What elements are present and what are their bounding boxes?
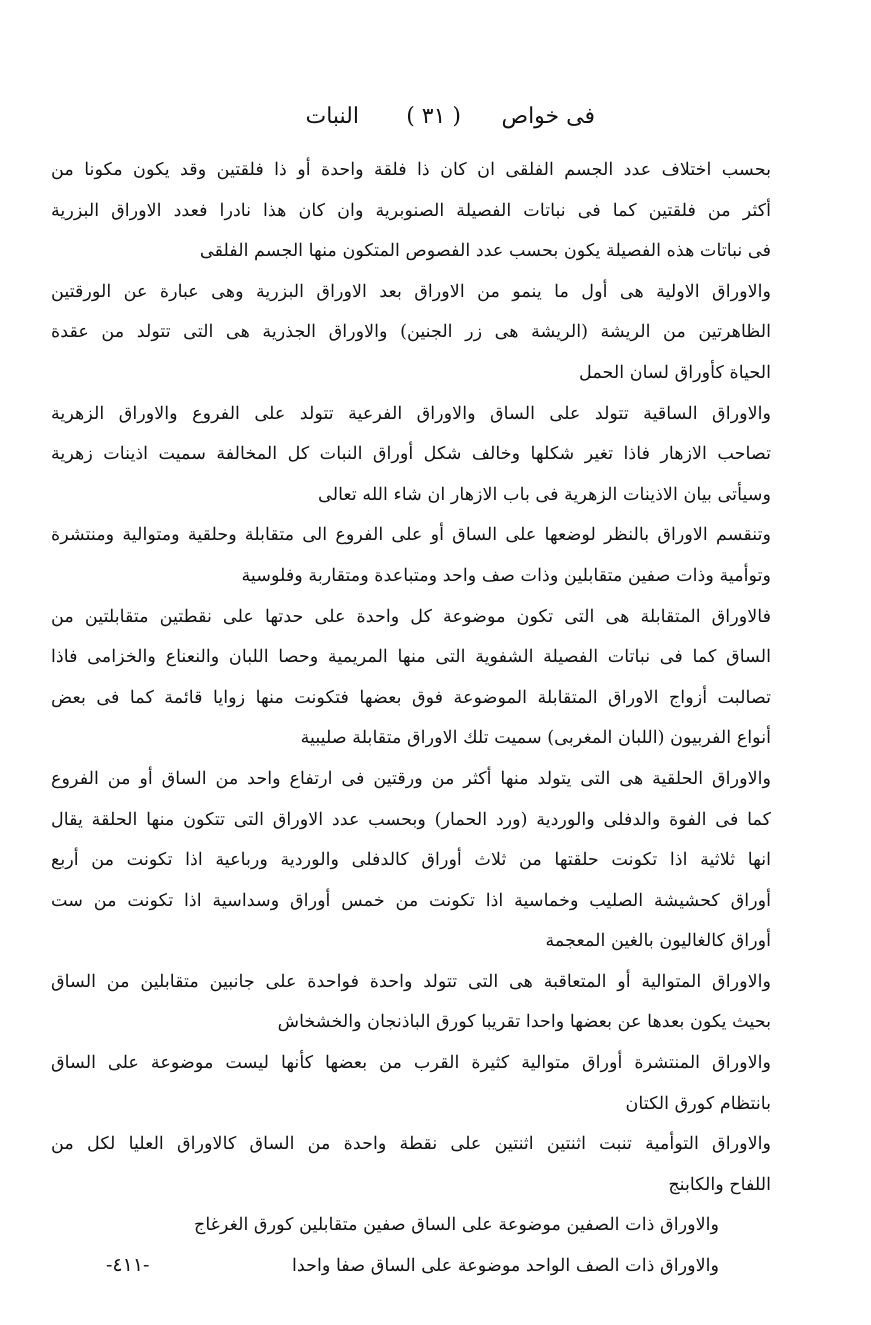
- text-line: أكثر من فلقتين كما فى نباتات الفصيلة الصنوبرية وان كان هذا نادرا فعدد الاوراق البزرية: [51, 200, 771, 221]
- text-line: والاوراق المنتشرة أوراق متوالية كثيرة القرب من بعضها كأنها ليست موضوعة على الساق: [51, 1053, 771, 1074]
- text-line: اللفاح والكابنج: [668, 1174, 771, 1195]
- text-line: أنواع الفربيون (اللبان المغربى) سميت تلك الاوراق متقابلة صليبية: [300, 728, 771, 749]
- running-header: [0, 104, 871, 138]
- text-line: أوراق كالغاليون بالغين المعجمة: [545, 931, 771, 952]
- text-line: والاوراق الاولية هى أول ما ينمو من الاوراق بعد الاوراق البزرية وهى عبارة عن الورقتين: [51, 281, 771, 302]
- text-line: والاوراق ذات الصف الواحد موضوعة على الساق صفا واحدا: [291, 1256, 719, 1277]
- text-line: وتوأمية وذات صفين متقابلين وذات صف واحد ومتباعدة ومتقاربة وفلوسية: [241, 565, 771, 586]
- text-line: كما فى الفوة والدفلى والوردية (ورد الحمار) وبحسب عدد الاوراق التى تتكون منها الحلقة يقال: [51, 809, 771, 830]
- text-line: بانتظام كورق الكتان: [625, 1093, 771, 1114]
- text-line: والاوراق ذات الصفين موضوعة على الساق صفين متقابلين كورق الغرغاج: [193, 1215, 719, 1236]
- text-line: انها ثلاثية اذا تكونت حلقتها من ثلاث أوراق كالدفلى والوردية ورباعية اذا تكونت من أربع: [51, 850, 771, 871]
- text-line: الساق كما فى نباتات الفصيلة الشفوية التى منها المريمية وحصا اللبان والنعناع والخزامى فاذا: [51, 647, 771, 668]
- text-line: أوراق كحشيشة الصليب وخماسية اذا تكونت من خمس أوراق وسداسية اذا تكونت من ست: [51, 890, 771, 911]
- text-line: فى نباتات هذه الفصيلة يكون بحسب عدد الفصوص المتكون منها الجسم الفلقى: [199, 241, 771, 262]
- page-number: -٤١١-: [106, 1254, 150, 1276]
- text-line: تصاحب الازهار فاذا تغير شكلها وخالف شكل أوراق النبات كل المخالفة سميت اذينات زهرية: [51, 444, 771, 465]
- text-line: الحياة كأوراق لسان الحمل: [579, 362, 771, 383]
- header-chapter-number: ( ٣١ ): [406, 104, 461, 129]
- text-line: والاوراق الساقية تتولد على الساق والاوراق الفرعية تتولد على الفروع والاوراق الزهرية: [51, 403, 771, 424]
- text-line: والاوراق الحلقية هى التى يتولد منها أكثر من ورقتين فى ارتفاع واحد من الساق أو من الفروع: [51, 768, 771, 789]
- text-line: فالاوراق المتقابلة هى التى تكون موضوعة كل واحدة على حدتها على نقطتين متقابلتين من: [51, 606, 771, 627]
- text-line: الظاهرتين من الريشة (الريشة هى زر الجنين) والاوراق الجذرية هى التى تتولد من عقدة: [51, 322, 771, 343]
- text-line: والاوراق التوأمية تنبت اثنتين اثنتين على نقطة واحدة من الساق كالاوراق العليا لكل من: [51, 1134, 771, 1155]
- text-line: بحسب اختلاف عدد الجسم الفلقى ان كان ذا فلقة واحدة أو ذا فلقتين وقد يكون مكونا من: [51, 160, 771, 180]
- text-line: وسيأتى بيان الاذينات الزهرية فى باب الازهار ان شاء الله تعالى: [318, 484, 771, 505]
- text-line: تصالبت أزواج الاوراق المتقابلة الموضوعة فوق بعضها فتكونت منها زوايا قائمة كما فى بعض: [51, 687, 771, 708]
- text-line: والاوراق المتوالية أو المتعاقبة هى التى تتولد واحدة فواحدة على جانبين متقابلين من الساق: [51, 971, 771, 992]
- header-section-title: النبات: [305, 104, 359, 129]
- header-topic: فى خواص: [501, 104, 595, 129]
- body-text: [51, 150, 771, 1287]
- text-line: وتنقسم الاوراق بالنظر لوضعها على الساق أو على الفروع الى متقابلة وحلقية ومتوالية ومنتشرة: [51, 525, 771, 546]
- text-line: بحيث يكون بعدها عن بعضها واحدا تقريبا كورق الباذنجان والخشخاش: [277, 1012, 771, 1033]
